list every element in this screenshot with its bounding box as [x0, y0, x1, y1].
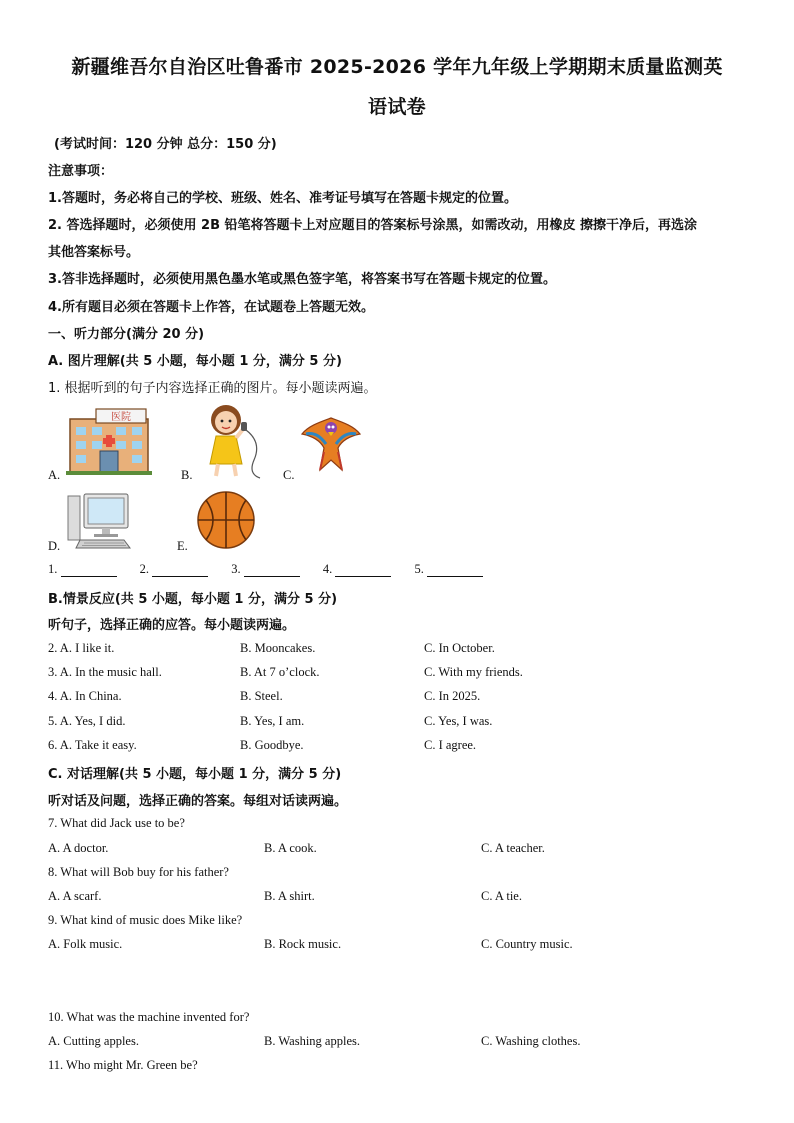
part1-heading: 一、听力部分(满分 20 分) [48, 327, 205, 342]
picture-label-e: E. [177, 539, 188, 553]
picture-label-d: D. [48, 539, 61, 553]
answer-blanks [48, 562, 503, 577]
q8-question: 8. What will Bob buy for his father? [48, 865, 229, 879]
q7-question: 7. What did Jack use to be? [48, 816, 185, 830]
q3-option-a: 3. A. In the music hall. [48, 665, 162, 679]
picture-label-b: B. [181, 468, 193, 482]
q7-option-c: C. A teacher. [481, 841, 545, 855]
note-item-3: 3.答非选择题时，必须使用黑色墨水笔或黑色签字笔，将答案书写在答题卡规定的位置。 [48, 272, 556, 287]
blank-label-3: 3. [231, 562, 241, 576]
q6-option-c: C. I agree. [424, 738, 477, 752]
note-item-2-cont: 其他答案标号。 [48, 245, 140, 260]
q9-question: 9. What kind of music does Mike like? [48, 913, 243, 927]
q7-option-a: A. A doctor. [48, 841, 109, 855]
q5-option-a: 5. A. Yes, I did. [48, 714, 126, 728]
q2-option-c: C. In October. [424, 641, 495, 655]
note-item-2: 2. 答选择题时，必须使用 2B 铅笔将答题卡上对应题目的答案标号涂黑，如需改动，用橡皮 擦擦干净后，再选涂 [48, 218, 698, 233]
q8-option-b: B. A shirt. [264, 889, 315, 903]
q4-option-c: C. In 2025. [424, 689, 481, 703]
q5-option-c: C. Yes, I was. [424, 714, 493, 728]
answer-blank-3[interactable] [244, 562, 300, 577]
blank-label-1: 1. [48, 562, 58, 576]
q5-option-b: B. Yes, I am. [240, 714, 305, 728]
q2-option-b: B. Mooncakes. [240, 641, 316, 655]
answer-blank-5[interactable] [427, 562, 483, 577]
blank-label-5: 5. [414, 562, 424, 576]
exam-title-line1: 新疆维吾尔自治区吐鲁番市 2025-2026 学年九年级上学期期末质量监测英 [71, 56, 723, 78]
q2-option-a: 2. A. I like it. [48, 641, 115, 655]
q9-option-c: C. Country music. [481, 937, 573, 951]
answer-blank-1[interactable] [61, 562, 117, 577]
kite-icon [300, 412, 362, 474]
exam-title-line2: 语试卷 [368, 96, 426, 118]
blank-label-4: 4. [322, 562, 333, 576]
q10-option-b: B. Washing apples. [264, 1034, 360, 1048]
picture-label-a: A. [48, 468, 61, 482]
notes-heading: 注意事项： [48, 164, 114, 179]
sectionC-instruction: 听对话及问题，选择正确的答案。每组对话读两遍。 [48, 794, 348, 809]
q4-option-a: 4. A. In China. [48, 689, 122, 703]
q4-option-b: B. Steel. [240, 689, 283, 703]
note-item-4: 4.所有题目必须在答题卡上作答，在试题卷上答题无效。 [48, 300, 374, 315]
q10-option-a: A. Cutting apples. [48, 1034, 139, 1048]
exam-info: (考试时间：120 分钟 总分：150 分) [54, 137, 277, 152]
q10-option-c: C. Washing clothes. [481, 1034, 581, 1048]
q9-option-a: A. Folk music. [48, 937, 123, 951]
q11-question: 11. Who might Mr. Green be? [48, 1058, 198, 1072]
sectionB-heading: B.情景反应(共 5 小题，每小题 1 分，满分 5 分) [48, 592, 338, 607]
q9-option-b: B. Rock music. [264, 937, 342, 951]
picture-label-c: C. [283, 468, 295, 482]
answer-blank-2[interactable] [152, 562, 208, 577]
girl-singing-icon [200, 402, 270, 480]
q7-option-b: B. A cook. [264, 841, 317, 855]
q8-option-c: C. A tie. [481, 889, 522, 903]
blank-label-2: 2. [139, 562, 149, 576]
q3-option-c: C. With my friends. [424, 665, 523, 679]
basketball-icon [196, 490, 256, 550]
q3-option-b: B. At 7 o’clock. [240, 665, 320, 679]
computer-icon [66, 492, 132, 550]
hospital-sign-text: 医院 [111, 412, 131, 423]
sectionA-instruction: 1. 根据听到的句子内容选择正确的图片。每小题读两遍。 [48, 381, 377, 396]
note-item-1: 1.答题时，务必将自己的学校、班级、姓名、准考证号填写在答题卡规定的位置。 [48, 191, 517, 206]
q8-option-a: A. A scarf. [48, 889, 102, 903]
sectionB-instruction: 听句子，选择正确的应答。每小题读两遍。 [48, 618, 296, 633]
q10-question: 10. What was the machine invented for? [48, 1010, 250, 1024]
hospital-icon [66, 405, 152, 475]
q6-option-b: B. Goodbye. [240, 738, 304, 752]
sectionC-heading: C. 对话理解(共 5 小题，每小题 1 分，满分 5 分) [48, 767, 342, 782]
q6-option-a: 6. A. Take it easy. [48, 738, 137, 752]
sectionA-heading: A. 图片理解(共 5 小题，每小题 1 分，满分 5 分) [48, 354, 342, 369]
answer-blank-4[interactable] [335, 562, 391, 577]
